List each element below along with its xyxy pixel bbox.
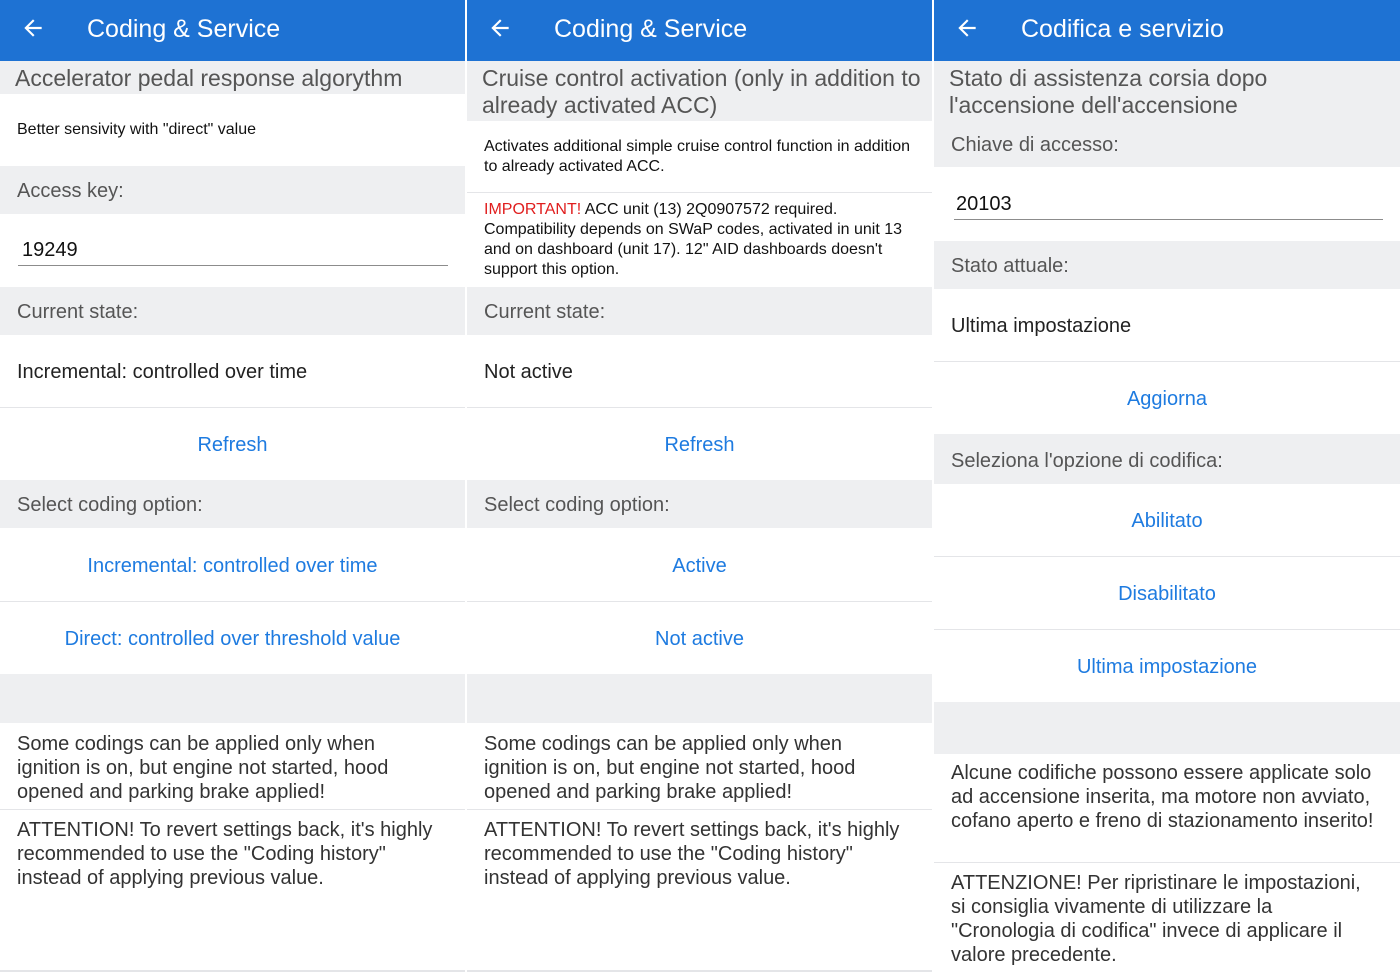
divider — [0, 809, 465, 810]
current-state-value: Ultima impostazione — [951, 315, 1132, 337]
divider — [934, 361, 1400, 362]
current-state-section — [934, 241, 1400, 289]
divider — [467, 809, 932, 810]
divider — [467, 192, 932, 193]
coding-option-direct[interactable]: Direct: controlled over threshold value — [64, 628, 401, 650]
divider — [934, 556, 1400, 557]
app-bar-title: Coding & Service — [554, 15, 748, 43]
arrow-left-icon[interactable] — [954, 15, 980, 41]
divider — [0, 601, 465, 602]
app-bar — [934, 0, 1400, 61]
refresh-button[interactable]: Refresh — [664, 434, 735, 456]
access-key-input[interactable] — [956, 192, 1376, 216]
important-prefix: IMPORTANT! — [484, 201, 582, 218]
bottom-divider — [467, 970, 932, 972]
current-state-label: Current state: — [484, 301, 606, 323]
heading-section — [934, 61, 1400, 121]
coding-option-last-setting[interactable]: Ultima impostazione — [1076, 656, 1258, 678]
current-state-label: Current state: — [17, 301, 139, 323]
access-key-section — [0, 166, 465, 214]
arrow-left-icon[interactable] — [487, 15, 513, 41]
current-state-label: Stato attuale: — [951, 255, 1069, 277]
divider — [934, 629, 1400, 630]
current-state-section — [0, 287, 465, 335]
divider — [934, 862, 1400, 863]
app-bar — [467, 0, 932, 61]
coding-option-disabled[interactable]: Disabilitato — [1118, 583, 1216, 605]
select-option-label: Select coding option: — [17, 494, 203, 516]
arrow-left-icon[interactable] — [20, 15, 46, 41]
divider — [467, 601, 932, 602]
important-notice — [484, 200, 912, 280]
heading-section — [0, 61, 465, 94]
app-bar-title: Codifica e servizio — [1021, 15, 1224, 43]
select-option-label: Select coding option: — [484, 494, 670, 516]
coding-option-enabled[interactable]: Abilitato — [1131, 510, 1203, 532]
select-option-section — [467, 480, 932, 528]
spacer-section — [0, 674, 465, 723]
access-key-input[interactable] — [22, 238, 442, 262]
parameter-heading: Accelerator pedal response algorythm — [15, 65, 403, 91]
attention-note: ATTENTION! To revert settings back, it's highly recommended to use the "Coding history" instead of applying previous value. — [484, 819, 900, 889]
access-key-section — [934, 121, 1400, 167]
parameter-heading: Cruise control activation (only in addition to already activated ACC) — [482, 65, 921, 118]
coding-panel-accelerator — [0, 0, 465, 974]
divider — [467, 407, 932, 408]
refresh-button[interactable]: Refresh — [197, 434, 268, 456]
ignition-note: Some codings can be applied only when ignition is on, but engine not started, hood opened and parking brake applied! — [484, 733, 856, 803]
bottom-divider — [0, 970, 465, 972]
app-bar-title: Coding & Service — [87, 15, 281, 43]
coding-panel-cruise-control — [467, 0, 932, 974]
attention-note: ATTENTION! To revert settings back, it's highly recommended to use the "Coding history" instead of applying previous value. — [17, 819, 433, 889]
access-key-label: Chiave di accesso: — [951, 134, 1119, 156]
current-state-value: Not active — [484, 361, 573, 383]
select-option-section — [934, 434, 1400, 484]
divider — [0, 407, 465, 408]
spacer-section — [934, 702, 1400, 754]
spacer-section — [467, 674, 932, 723]
refresh-button[interactable]: Aggiorna — [1126, 388, 1208, 410]
select-option-section — [0, 480, 465, 528]
ignition-note: Some codings can be applied only when ignition is on, but engine not started, hood opened and parking brake applied! — [17, 733, 389, 803]
parameter-heading: Stato di assistenza corsia dopo l'accensione dell'accensione — [949, 65, 1268, 118]
current-state-section — [467, 287, 932, 335]
coding-option-active[interactable]: Active — [672, 555, 727, 577]
app-bar — [0, 0, 465, 61]
coding-option-not-active[interactable]: Not active — [655, 628, 744, 650]
coding-panel-lane-assist — [934, 0, 1400, 974]
parameter-description: Activates additional simple cruise control function in addition to already activated ACC. — [484, 138, 911, 175]
access-key-underline — [18, 265, 448, 266]
access-key-underline — [954, 219, 1383, 220]
current-state-value: Incremental: controlled over time — [17, 361, 308, 383]
access-key-label: Access key: — [17, 180, 124, 202]
ignition-note: Alcune codifiche possono essere applicate solo ad accensione inserita, ma motore non avviato, cofano aperto e freno di stazionamento inserito! — [951, 762, 1374, 832]
heading-section — [467, 61, 932, 121]
attention-note: ATTENZIONE! Per ripristinare le impostazioni, si consiglia vivamente di utilizzare la "Cronologia di codifica" invece di applicare il valore precedente. — [951, 872, 1361, 966]
parameter-description: Better sensivity with "direct" value — [17, 121, 257, 138]
coding-option-incremental[interactable]: Incremental: controlled over time — [87, 555, 378, 577]
important-text: ACC unit (13) 2Q0907572 required. Compatibility depends on SWaP codes, activated in unit 13 and on dashboard (unit 17). 12" AID dashboards doesn't support this option. — [484, 201, 903, 278]
select-option-label: Seleziona l'opzione di codifica: — [951, 450, 1223, 472]
